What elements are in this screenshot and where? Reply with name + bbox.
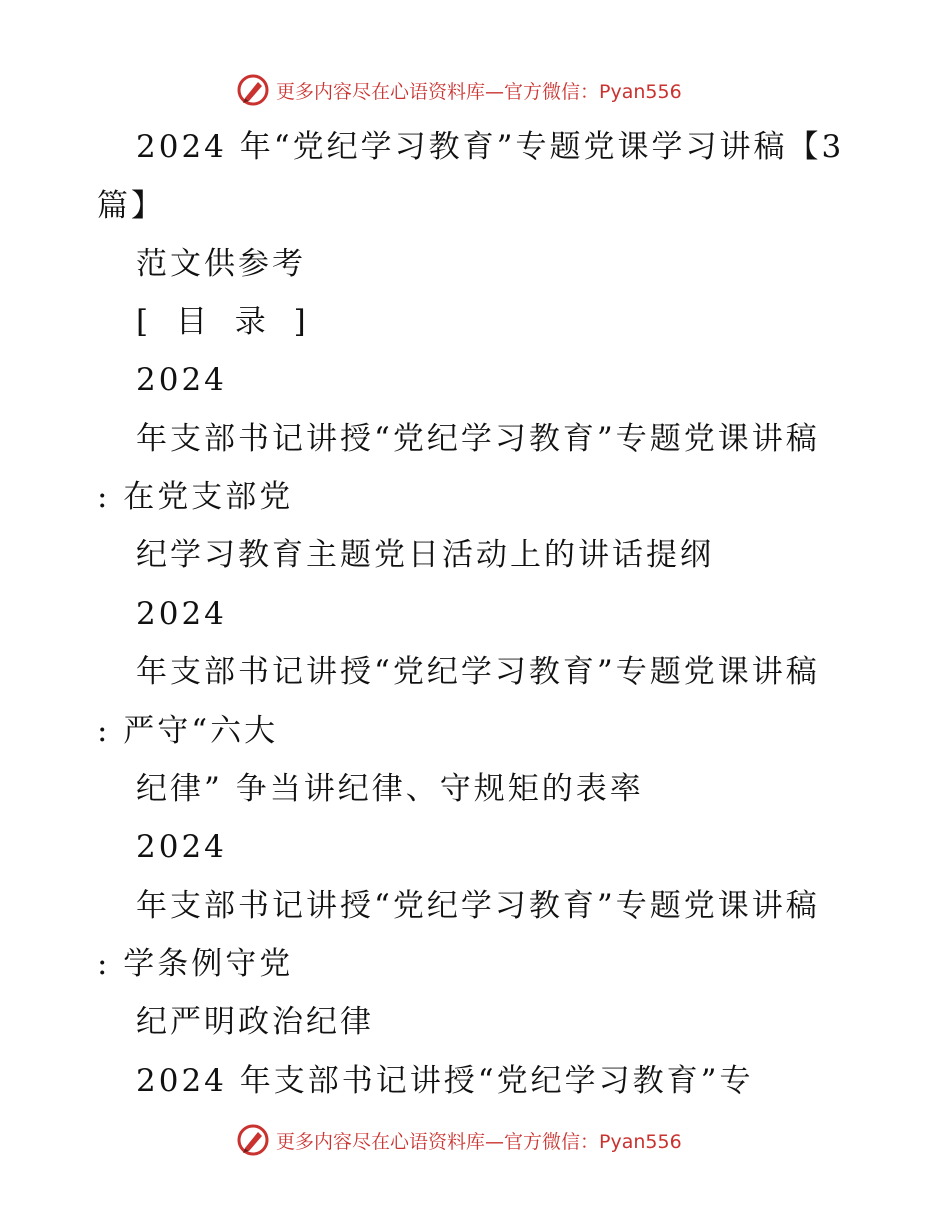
- toc-item-3-line-2: : 学条例守党: [97, 946, 294, 982]
- toc-item-1-line-1: 年支部书记讲授“党纪学习教育”专题党课讲稿: [136, 421, 820, 457]
- watermark-text: 更多内容尽在心语资料库—官方微信：Pyan556: [276, 80, 682, 103]
- toc-item-1-year: 2024: [136, 362, 227, 398]
- pen-logo-icon: [236, 1123, 270, 1157]
- document-title-line-2: 篇】: [97, 188, 165, 224]
- pen-logo-icon: [236, 73, 270, 107]
- watermark-footer: [236, 1122, 682, 1158]
- toc-item-1-line-2: : 在党支部党: [97, 479, 294, 515]
- toc-item-3-line-1: 年支部书记讲授“党纪学习教育”专题党课讲稿: [136, 888, 820, 924]
- toc-item-2-line-1: 年支部书记讲授“党纪学习教育”专题党课讲稿: [136, 654, 820, 690]
- toc-item-3-line-3: 纪严明政治纪律: [136, 1004, 374, 1040]
- document-last-line: 2024 年支部书记讲授“党纪学习教育”专: [136, 1063, 754, 1099]
- toc-item-3-year: 2024: [136, 829, 227, 865]
- document-title-line-1: 2024 年“党纪学习教育”专题党课学习讲稿【3: [136, 129, 845, 165]
- toc-heading: [ 目 录 ]: [136, 304, 315, 340]
- toc-item-1-line-3: 纪学习教育主题党日活动上的讲话提纲: [136, 537, 714, 573]
- watermark-header: [236, 72, 682, 108]
- toc-item-2-year: 2024: [136, 596, 227, 632]
- watermark-text: 更多内容尽在心语资料库—官方微信：Pyan556: [276, 1130, 682, 1153]
- toc-item-2-line-2: : 严守“六大: [97, 713, 279, 749]
- toc-item-2-line-3: 纪律” 争当讲纪律、守规矩的表率: [136, 771, 644, 807]
- document-subtitle: 范文供参考: [136, 246, 306, 282]
